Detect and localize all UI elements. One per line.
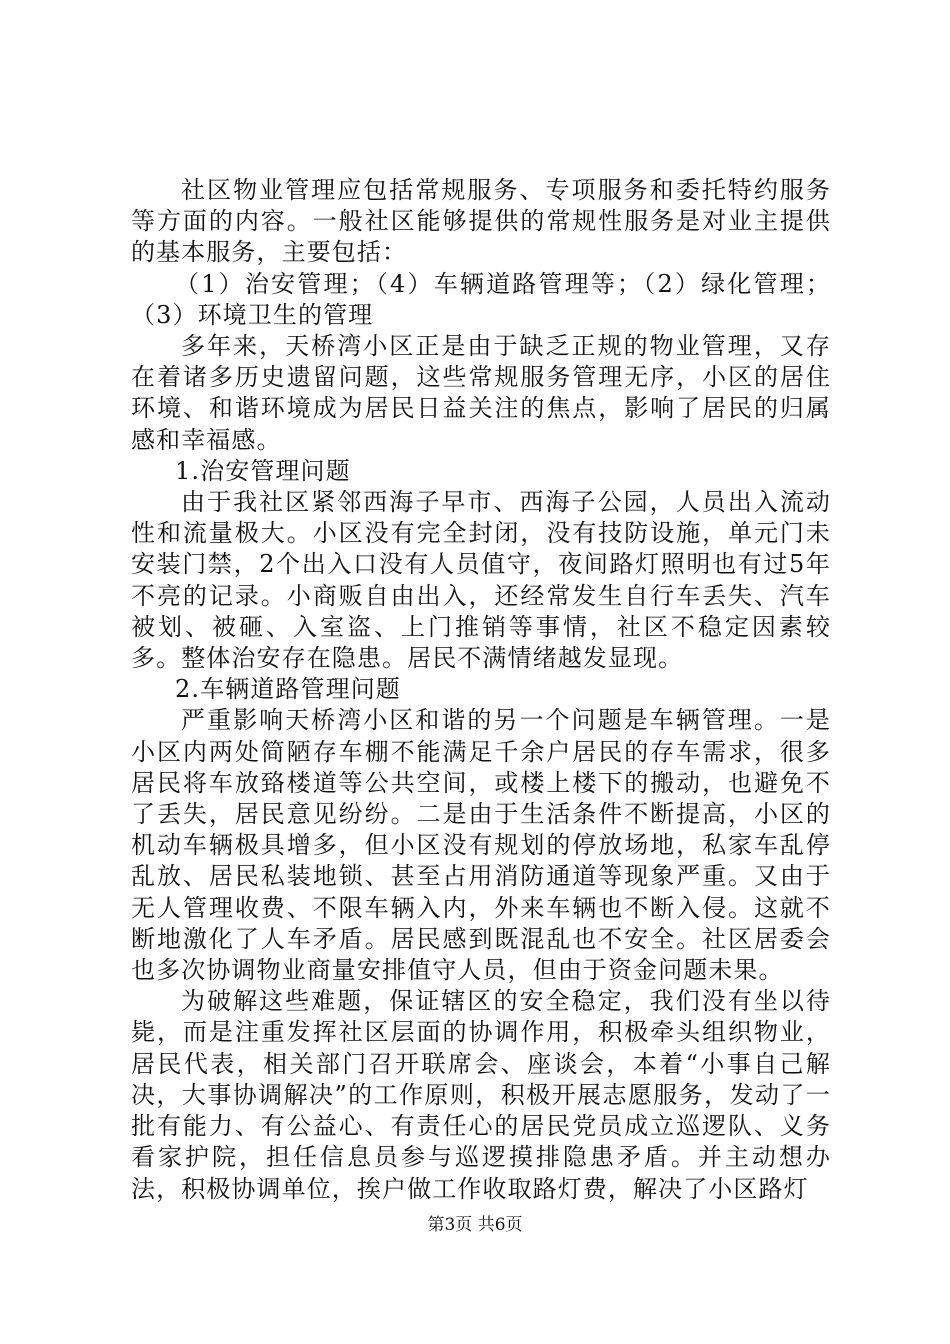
paragraph-service-list: （1）治安管理；（4）车辆道路管理等；（2）绿化管理；（3）环境卫生的管理	[131, 269, 831, 329]
paragraph-background: 多年来，天桥湾小区正是由于缺乏正规的物业管理，又存在着诸多历史遗留问题，这些常规服务管理无序，小区的居住环境、和谐环境成为居民日益关注的焦点，影响了居民的归属感和幸福感。	[131, 332, 831, 454]
paragraph-intro: 社区物业管理应包括常规服务、专项服务和委托特约服务等方面的内容。一般社区能够提供的常规性服务是对业主提供的基本服务，主要包括：	[131, 176, 831, 267]
heading-security-issue: 1.治安管理问题	[175, 456, 351, 485]
document-body	[131, 175, 831, 1205]
paragraph-security-issue: 由于我社区紧邻西海子早市、西海子公园，人员出入流动性和流量极大。小区没有完全封闭，没有技防设施，单元门未安装门禁，2个出入口没有人员值守，夜间路灯照明也有过5年不亮的记录。小商贩自由出入，还经常发生自行车丢失、汽车被划、被砸、入室盗、上门推销等事情，社区不稳定因素较多。整体治安存在隐患。居民不满情绪越发显现。	[131, 488, 831, 673]
heading-vehicle-issue: 2.车辆道路管理问题	[175, 675, 401, 704]
paragraph-solutions: 为破解这些难题，保证辖区的安全稳定，我们没有坐以待毙，而是注重发挥社区层面的协调作用，积极牵头组织物业，居民代表，相关部门召开联席会、座谈会，本着“小事自己解决，大事协调解决”的工作原则，积极开展志愿服务，发动了一批有能力、有公益心、有责任心的居民党员成立巡逻队、义务看家护院，担任信息员参与巡逻摸排隐患矛盾。并主动想办法，积极协调单位，挨户做工作收取路灯费，解决了小区路灯	[131, 987, 831, 1203]
page-number-footer: 第3页 共6页	[427, 1215, 523, 1235]
paragraph-vehicle-issue: 严重影响天桥湾小区和谐的另一个问题是车辆管理。一是小区内两处简陋存车棚不能满足千余户居民的存车需求，很多居民将车放臵楼道等公共空间，或楼上楼下的搬动，也避免不了丢失，居民意见纷纷。二是由于生活条件不断提高，小区的机动车辆极具增多，但小区没有规划的停放场地，私家车乱停乱放、居民私装地锁、甚至占用消防通道等现象严重。又由于无人管理收费、不限车辆入内，外来车辆也不断入侵。这就不断地激化了人车矛盾。居民感到既混乱也不安全。社区居委会也多次协调物业商量安排值守人员，但由于资金问题未果。	[131, 706, 831, 985]
